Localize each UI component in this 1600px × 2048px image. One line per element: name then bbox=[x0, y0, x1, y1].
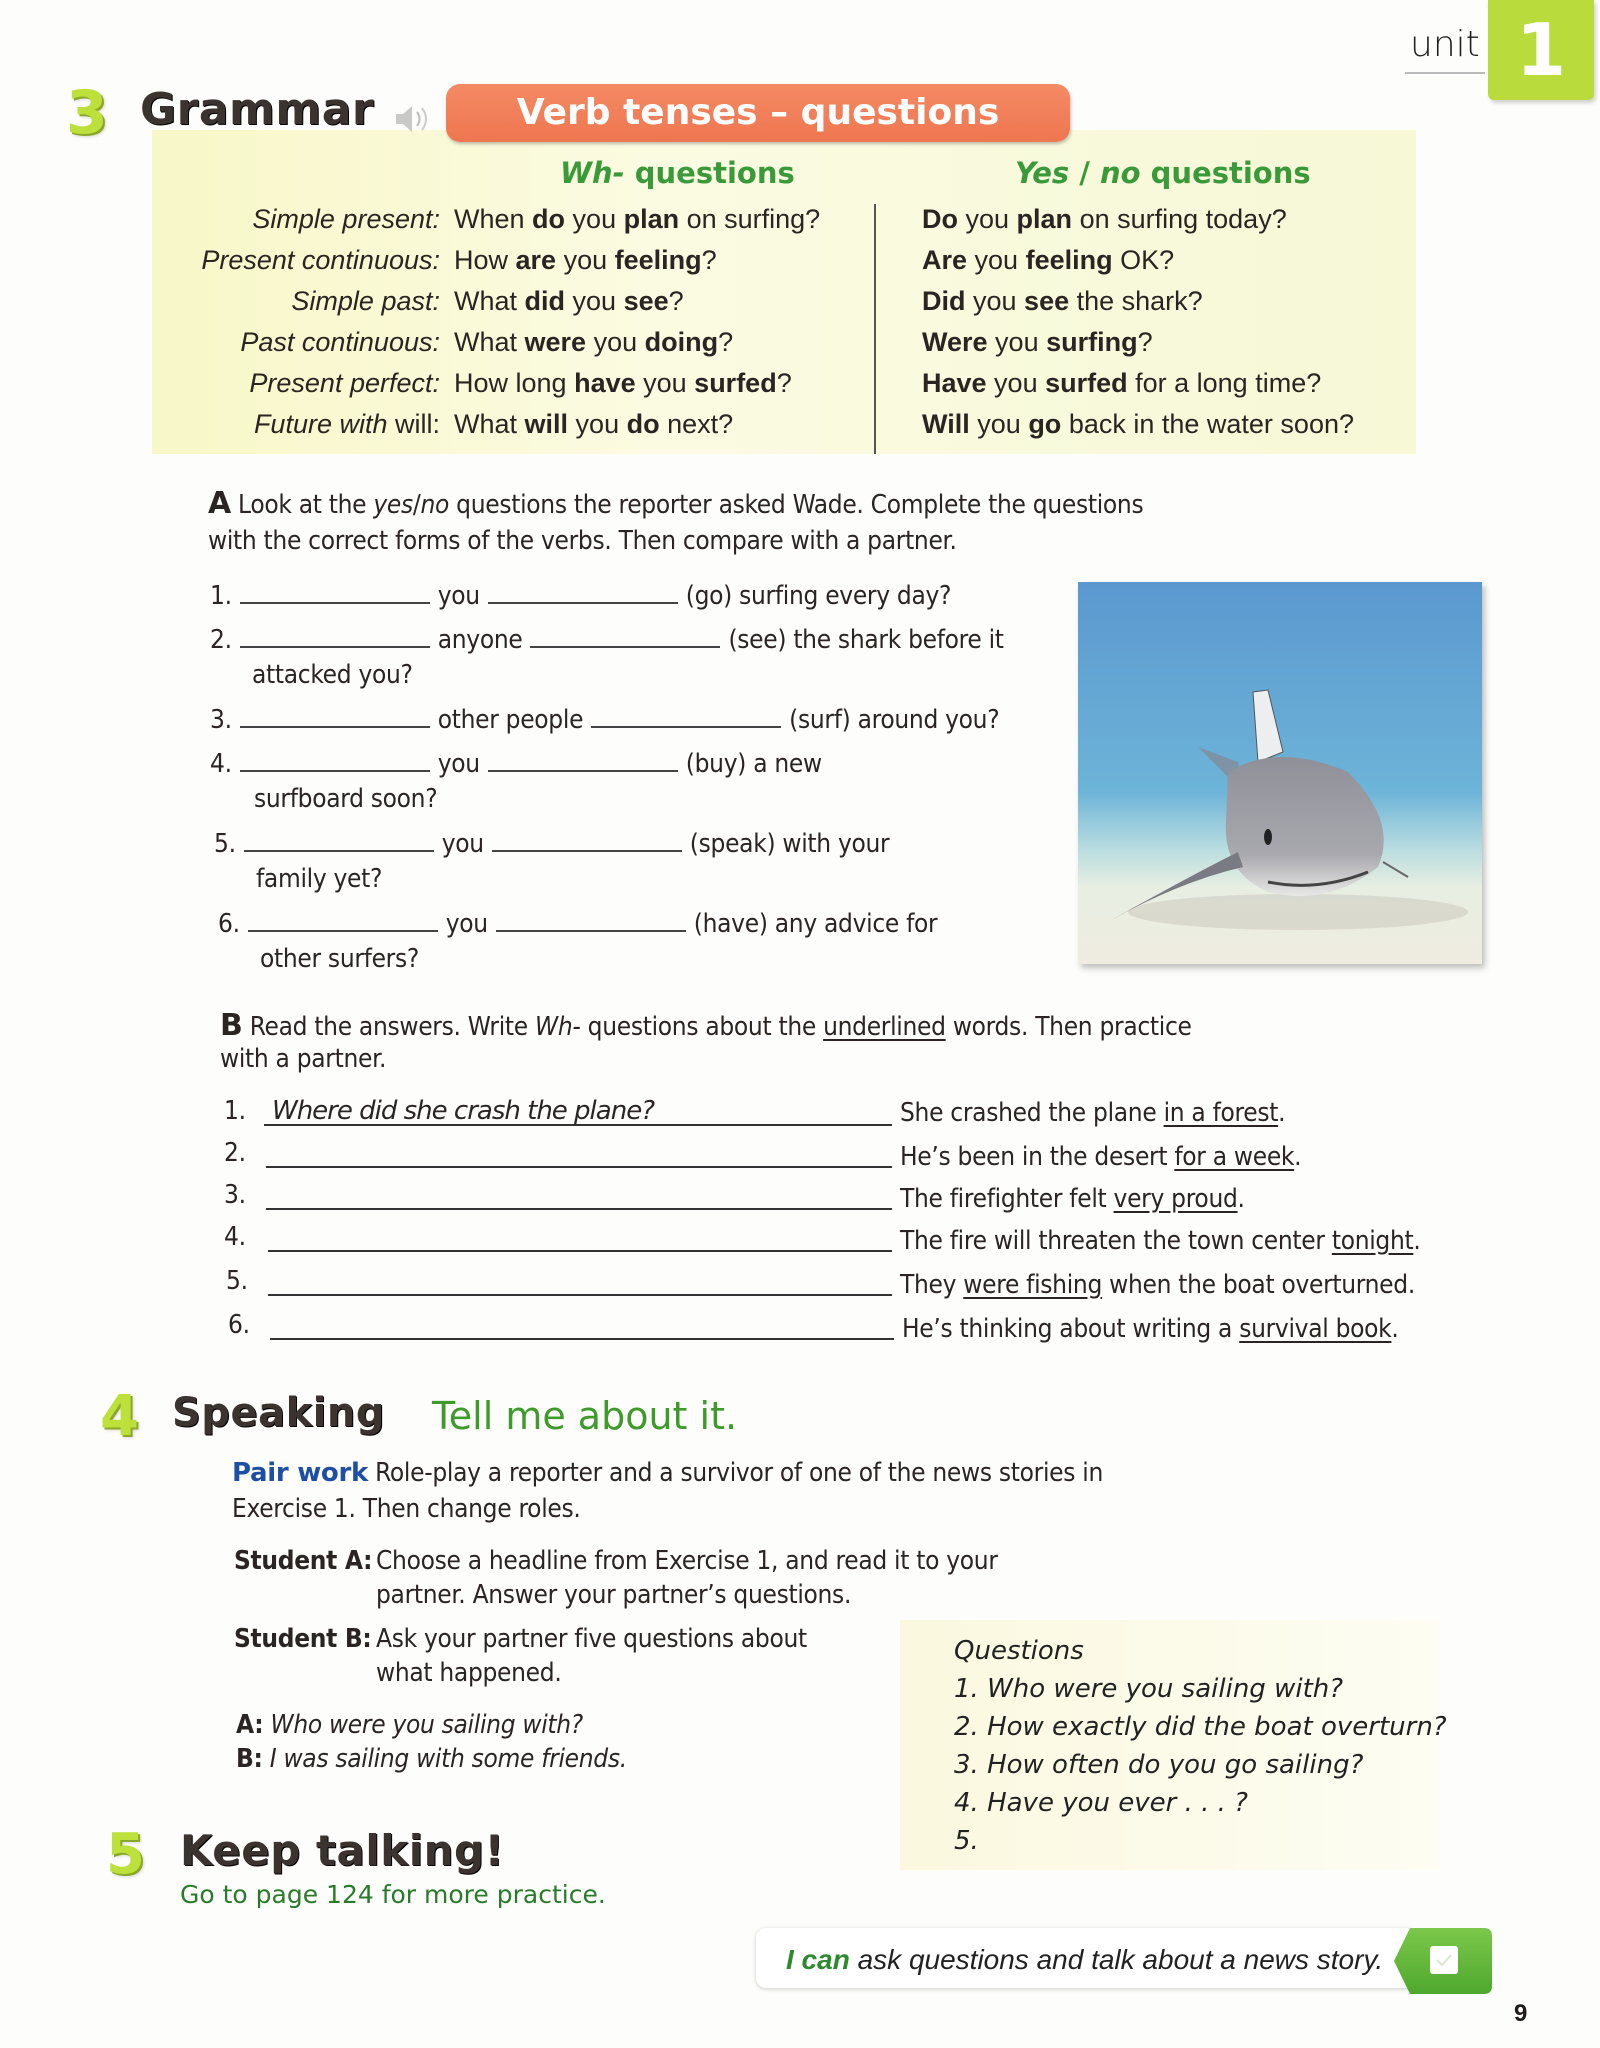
exercise-a-instructions-line2: with the correct forms of the verbs. Then compare with a partner. bbox=[208, 526, 957, 556]
checkbox-icon[interactable] bbox=[1392, 1924, 1496, 1998]
question-item: 1. Who were you sailing with? bbox=[954, 1674, 1344, 1704]
exercise-b-statement: They were fishing when the boat overturned. bbox=[900, 1270, 1415, 1300]
unit-label: unit bbox=[1410, 24, 1480, 65]
wh-example: What did you see? bbox=[454, 286, 684, 316]
exercise-b-statement: The fire will threaten the town center tonight. bbox=[900, 1226, 1421, 1256]
exercise-a-item-continuation: attacked you? bbox=[252, 660, 413, 690]
yn-example: Do you plan on surfing today? bbox=[922, 204, 1287, 234]
i-can-statement: I can ask questions and talk about a news story. bbox=[786, 1944, 1384, 1975]
wh-example: How are you feeling? bbox=[454, 245, 717, 275]
question-item: 3. How often do you go sailing? bbox=[954, 1750, 1364, 1780]
wh-questions-heading: Wh- questions bbox=[560, 156, 795, 190]
answer-blank[interactable] bbox=[591, 704, 781, 728]
keep-talking-title: Keep talking! bbox=[180, 1826, 505, 1875]
tense-label: Future with will: bbox=[253, 409, 440, 439]
wh-example: What will you do next? bbox=[454, 409, 734, 439]
unit-tab bbox=[1488, 0, 1594, 100]
answer-line[interactable] bbox=[270, 1310, 894, 1340]
section-number-4: 4 bbox=[100, 1384, 139, 1449]
column-divider bbox=[874, 204, 876, 454]
exercise-b-instructions-line2: with a partner. bbox=[220, 1044, 387, 1074]
exercise-b-number: 1. bbox=[224, 1096, 246, 1126]
questions-title: Questions bbox=[954, 1636, 1084, 1666]
student-b-text: Ask your partner five questions about bbox=[376, 1624, 807, 1654]
student-a-label: Student A: bbox=[234, 1546, 373, 1576]
tense-label: Simple present: bbox=[252, 204, 440, 234]
exercise-a-item: 4. you (buy) a new bbox=[210, 749, 822, 779]
speaking-title: Speaking bbox=[172, 1390, 385, 1436]
exercise-a-instructions: A Look at the yes/no questions the reporter asked Wade. Complete the questions bbox=[208, 486, 1144, 521]
exercise-b-number: 3. bbox=[224, 1180, 246, 1210]
yn-example: Did you see the shark? bbox=[922, 286, 1203, 316]
answer-blank[interactable] bbox=[488, 580, 678, 604]
exercise-a-item-continuation: family yet? bbox=[256, 864, 383, 894]
exercise-b-number: 4. bbox=[224, 1222, 246, 1252]
exercise-b-statement: The firefighter felt very proud. bbox=[900, 1184, 1245, 1214]
tense-label: Simple past: bbox=[291, 286, 440, 316]
question-item: 5. bbox=[954, 1826, 979, 1856]
exercise-b-number: 5. bbox=[226, 1266, 248, 1296]
tense-label: Present perfect: bbox=[249, 368, 440, 398]
page-number: 9 bbox=[1514, 2000, 1528, 2027]
yn-example: Have you surfed for a long time? bbox=[922, 368, 1322, 398]
unit-underline bbox=[1405, 72, 1485, 74]
answer-blank[interactable] bbox=[240, 704, 430, 728]
keep-talking-link[interactable]: Go to page 124 for more practice. bbox=[180, 1880, 606, 1909]
yn-example: Are you feeling OK? bbox=[922, 245, 1175, 275]
exercise-b-instructions: B Read the answers. Write Wh- questions about the underlined words. Then practice bbox=[220, 1008, 1192, 1043]
shark-photo bbox=[1078, 582, 1482, 964]
answer-blank[interactable] bbox=[492, 828, 682, 852]
shark-illustration bbox=[1078, 582, 1482, 964]
dialog-line: A: Who were you sailing with? bbox=[236, 1710, 583, 1740]
exercise-b-statement: He’s thinking about writing a survival book. bbox=[902, 1314, 1399, 1344]
yn-example: Were you surfing? bbox=[922, 327, 1153, 357]
question-item: 2. How exactly did the boat overturn? bbox=[954, 1712, 1447, 1742]
answer-blank[interactable] bbox=[488, 748, 678, 772]
answer-blank[interactable] bbox=[240, 748, 430, 772]
exercise-b-number: 2. bbox=[224, 1138, 246, 1168]
answer-line[interactable] bbox=[266, 1180, 892, 1210]
answer-blank[interactable] bbox=[496, 908, 686, 932]
pair-work-instructions-line2: Exercise 1. Then change roles. bbox=[232, 1494, 581, 1524]
exercise-a-item-continuation: other surfers? bbox=[260, 944, 419, 974]
exercise-a-item: 3. other people (surf) around you? bbox=[210, 705, 1000, 735]
speaking-subtitle: Tell me about it. bbox=[432, 1394, 738, 1438]
answer-blank[interactable] bbox=[240, 624, 430, 648]
speaker-icon[interactable] bbox=[392, 102, 432, 136]
exercise-a-item: 6. you (have) any advice for bbox=[218, 909, 938, 939]
grammar-title: Grammar bbox=[140, 84, 375, 135]
student-b-label: Student B: bbox=[234, 1624, 372, 1654]
exercise-a-item: 2. anyone (see) the shark before it bbox=[210, 625, 1004, 655]
answer-blank[interactable] bbox=[248, 908, 438, 932]
answer-line[interactable] bbox=[266, 1138, 892, 1168]
dialog-line: B: I was sailing with some friends. bbox=[236, 1744, 627, 1774]
student-a-text: Choose a headline from Exercise 1, and read it to your bbox=[376, 1546, 998, 1576]
exercise-b-number: 6. bbox=[228, 1310, 250, 1340]
answer-line[interactable] bbox=[264, 1096, 892, 1126]
wh-example: What were you doing? bbox=[454, 327, 734, 357]
exercise-b-statement: He’s been in the desert for a week. bbox=[900, 1142, 1302, 1172]
wh-example: How long have you surfed? bbox=[454, 368, 792, 398]
tense-label: Past continuous: bbox=[240, 327, 440, 357]
question-item: 4. Have you ever . . . ? bbox=[954, 1788, 1248, 1818]
grammar-banner: Verb tenses – questions bbox=[446, 84, 1070, 142]
section-number-5: 5 bbox=[106, 1822, 145, 1887]
section-number-3: 3 bbox=[66, 78, 108, 148]
yes-no-questions-heading: Yes / no questions bbox=[1015, 156, 1311, 190]
unit-number: 1 bbox=[1515, 8, 1567, 92]
answer-line[interactable] bbox=[268, 1222, 892, 1252]
yn-example: Will you go back in the water soon? bbox=[922, 409, 1354, 439]
student-b-text-line2: what happened. bbox=[376, 1658, 562, 1688]
exercise-a-item: 5. you (speak) with your bbox=[214, 829, 890, 859]
student-a-text-line2: partner. Answer your partner’s questions. bbox=[376, 1580, 852, 1610]
exercise-b-statement: She crashed the plane in a forest. bbox=[900, 1098, 1286, 1128]
answer-blank[interactable] bbox=[530, 624, 720, 648]
exercise-a-item-continuation: surfboard soon? bbox=[254, 784, 438, 814]
answer-blank[interactable] bbox=[240, 580, 430, 604]
sample-answer: Where did she crash the plane? bbox=[272, 1096, 654, 1126]
pair-work-instructions: Pair work Role-play a reporter and a survivor of one of the news stories in bbox=[232, 1458, 1103, 1488]
answer-line[interactable] bbox=[268, 1266, 892, 1296]
wh-example: When do you plan on surfing? bbox=[454, 204, 821, 234]
exercise-a-item: 1. you (go) surfing every day? bbox=[210, 581, 952, 611]
answer-blank[interactable] bbox=[244, 828, 434, 852]
tense-label: Present continuous: bbox=[201, 245, 440, 275]
